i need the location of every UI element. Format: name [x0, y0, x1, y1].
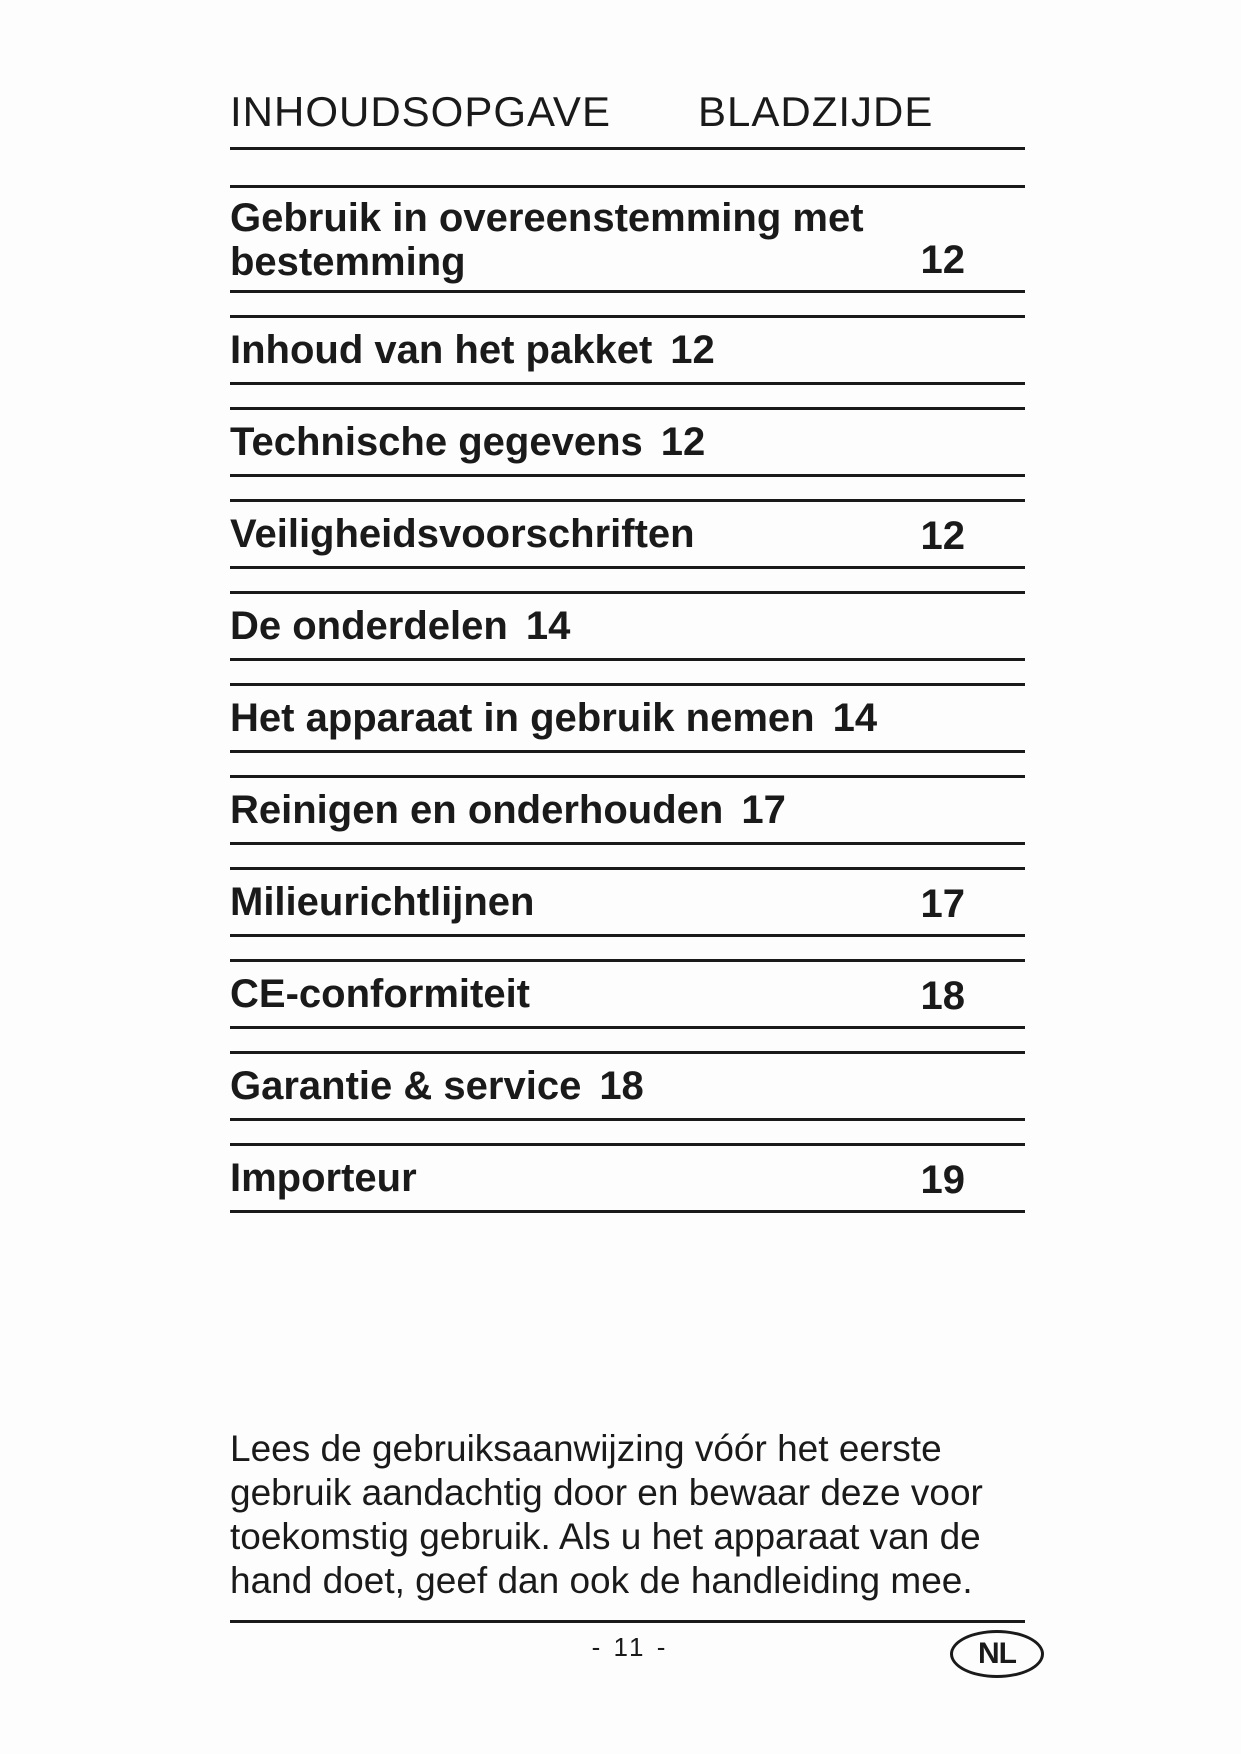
toc-entry-page: 12	[670, 328, 715, 372]
toc-entry[interactable]	[230, 1143, 1025, 1213]
contents-heading: INHOUDSOPGAVE	[230, 88, 611, 135]
toc-entry-title: Importeur	[230, 1156, 417, 1200]
toc-entry-title: Technische gegevens	[230, 420, 643, 464]
footer-divider	[230, 1620, 1025, 1623]
page-number: - 11 -	[591, 1632, 669, 1662]
table-of-contents	[230, 185, 1025, 1235]
toc-entry[interactable]	[230, 683, 1025, 753]
toc-entry[interactable]	[230, 407, 1025, 477]
toc-entry-title: Veiligheidsvoorschriften	[230, 512, 695, 556]
toc-entry-title: Reinigen en onderhouden	[230, 788, 724, 832]
toc-entry-title: Het apparaat in gebruik nemen	[230, 696, 815, 740]
toc-entry-title: Milieurichtlijnen	[230, 880, 535, 924]
usage-notice: Lees de gebruiksaanwijzing vóór het eerste gebruik aandachtig door en bewaar deze voor toekomstig gebruik. Als u het apparaat van de hand doet, geef dan ook de handleiding mee.	[230, 1428, 983, 1601]
toc-entry[interactable]	[230, 591, 1025, 661]
toc-entry-page: 18	[599, 1064, 644, 1108]
toc-entry-page: 18	[920, 974, 965, 1018]
toc-entry[interactable]	[230, 185, 1025, 293]
toc-entry-title: Inhoud van het pakket	[230, 328, 653, 372]
header-divider	[230, 147, 1025, 150]
page-column-heading: BLADZIJDE	[698, 88, 934, 135]
toc-entry[interactable]	[230, 959, 1025, 1029]
language-badge	[950, 1630, 1044, 1678]
language-code: NL	[978, 1637, 1016, 1670]
toc-entry[interactable]	[230, 775, 1025, 845]
toc-entry[interactable]	[230, 1051, 1025, 1121]
toc-entry-page: 17	[920, 882, 965, 926]
toc-entry-title: Gebruik in overeenstemming met bestemming	[230, 196, 864, 284]
toc-entry-title: De onderdelen	[230, 604, 508, 648]
toc-entry-page: 14	[832, 696, 878, 740]
toc-entry-page: 14	[525, 604, 571, 648]
toc-entry-page: 12	[660, 420, 706, 464]
toc-entry-page: 17	[741, 788, 786, 832]
toc-entry-page: 12	[920, 238, 965, 282]
toc-entry[interactable]	[230, 315, 1025, 385]
toc-entry-page: 12	[920, 514, 965, 558]
toc-entry-title: CE-conformiteit	[230, 972, 530, 1016]
toc-entry[interactable]	[230, 867, 1025, 937]
toc-entry-page: 19	[920, 1158, 965, 1202]
toc-entry[interactable]	[230, 499, 1025, 569]
toc-entry-title: Garantie & service	[230, 1064, 582, 1108]
